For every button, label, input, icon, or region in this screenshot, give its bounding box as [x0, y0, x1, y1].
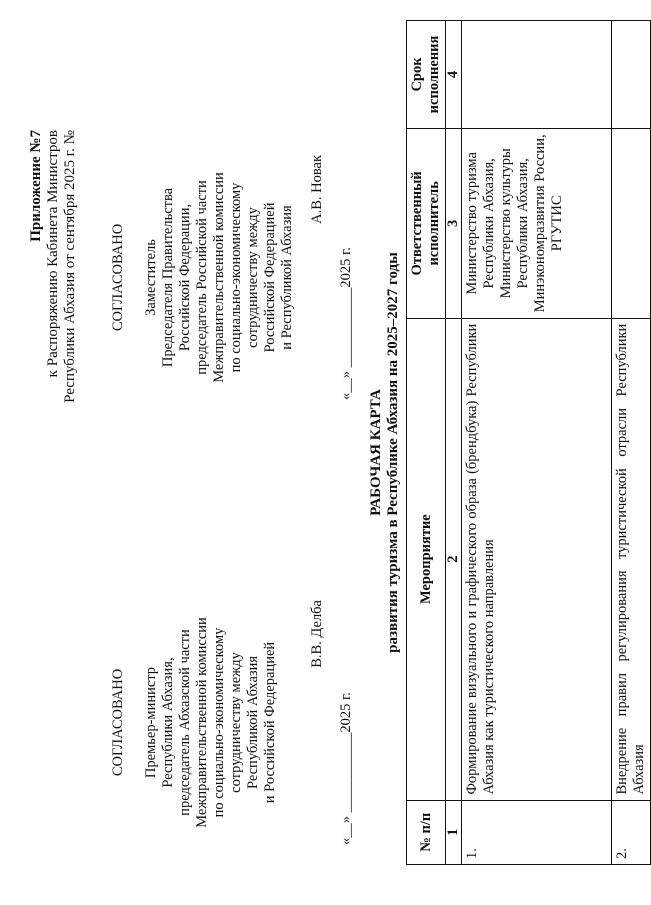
approval-line: по социально-экономическому	[211, 627, 227, 818]
approval-line: Председателя Правительства	[160, 187, 176, 368]
approval-line: председатель Российской части	[194, 180, 210, 375]
signer-name: А.В. Новак	[309, 155, 325, 224]
approval-block-russia	[110, 155, 355, 400]
approval-line: Премьер-министр	[143, 666, 159, 779]
approval-line: и Российской Федерацией	[262, 641, 278, 804]
signature-date: «__» ___________2025 г.	[338, 692, 354, 845]
column-index: 4	[446, 21, 462, 129]
column-index-row	[446, 21, 462, 865]
header-number: № п/п	[407, 800, 446, 864]
row-responsible	[612, 128, 651, 318]
header-activity: Мероприятие	[407, 318, 446, 800]
approval-line: сотрудничеству между	[228, 652, 244, 793]
approval-heading: СОГЛАСОВАНО	[110, 668, 126, 777]
approval-line: председатель Абхазской части	[177, 629, 193, 816]
row-activity: Формирование визуального и графического образа (брендбука) Республики Абхазия как туристического направления	[462, 318, 612, 800]
approval-line: Межправительственной комиссии	[194, 617, 210, 828]
row-number: 1.	[462, 800, 612, 864]
table-row	[612, 21, 651, 865]
approval-line: Российской Федерацией	[262, 202, 278, 353]
header-deadline: Срок исполнения	[407, 21, 446, 129]
approval-line: Российской Федерации,	[177, 203, 193, 352]
row-responsible: Министерство туризма Республики Абхазия, Министерство культуры Республики Абхазия, Минэкономразвития России, РГУТИС	[462, 128, 612, 318]
appendix-line-2: Республики Абхазия от сентября 2025 г. №	[62, 130, 78, 403]
column-index: 2	[446, 318, 462, 800]
approval-line: и Республикой Абхазия	[279, 205, 295, 350]
table-header-row	[407, 21, 446, 865]
approval-line: сотрудничеству между	[245, 207, 261, 348]
approval-line: Республикой Абхазия	[245, 655, 261, 790]
column-index: 1	[446, 800, 462, 864]
table-row	[462, 21, 612, 865]
approval-line: по социально-экономическому	[228, 182, 244, 373]
title-line-2: развития туризма в Республике Абхазия на 2025–2027 годы	[385, 252, 401, 653]
work-plan-table	[406, 20, 651, 865]
row-deadline	[462, 21, 612, 129]
signature-date: «__» ___________2025 г.	[338, 247, 354, 400]
signer-name: В.В. Делба	[309, 600, 325, 668]
row-deadline	[612, 21, 651, 129]
row-activity: Внедрение правил регулирования туристической отрасли Республики Абхазия	[612, 318, 651, 800]
appendix-line-1: к Распоряжению Кабинета Министров	[45, 130, 61, 378]
approval-heading: СОГЛАСОВАНО	[110, 223, 126, 332]
row-number: 2.	[612, 800, 651, 864]
appendix-number: Приложение №7	[28, 130, 44, 242]
title-line-1: РАБОЧАЯ КАРТА	[368, 389, 384, 516]
document-title	[368, 0, 402, 905]
appendix-header	[28, 130, 79, 403]
column-index: 3	[446, 128, 462, 318]
approval-line: Заместитель	[143, 239, 159, 316]
approval-line: Республики Абхазия,	[160, 657, 176, 788]
header-responsible: Ответственный исполнитель	[407, 128, 446, 318]
approval-block-abkhazia	[110, 600, 355, 845]
approval-line: Межправительственной комиссии	[211, 172, 227, 383]
